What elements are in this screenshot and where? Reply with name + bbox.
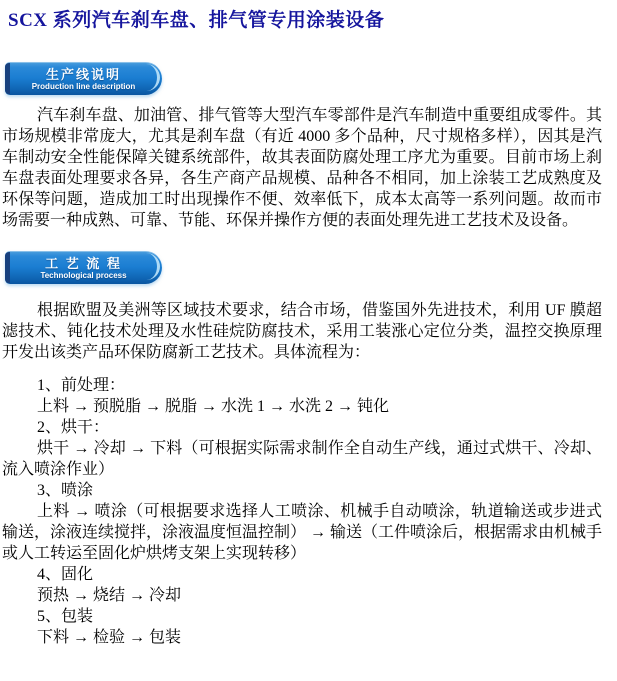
production-line-description-paragraph: 汽车刹车盘、加油管、排气管等大型汽车零部件是汽车制造中重要组成零件。其市场规模非常庞大，尤其是刹车盘（有近 4000 多个品种，尺寸规格多样），因其是汽车制动安全性能保障关键系统部件，故其表面防腐处理工序尤为重要。目前市场上刹车盘表面处理要求各异，各生产商产品规模、品种各不相同，加上涂装工艺成熟度及环保等问题，造成加工时出现操作不便、效率低下，成本太高等一系列问题。故而市场需要一种成熟、可靠、节能、环保并操作方便的表面处理先进工艺技术及设备。: [2, 107, 602, 229]
process-banner-en-label: Technological process: [40, 270, 127, 280]
process-step-flow-curing: 预热 → 烧结 → 冷却: [37, 587, 182, 604]
process-intro-paragraph: 根据欧盟及美洲等区域技术要求，结合市场，借鉴国外先进技术，利用 UF 膜超滤技术、钝化技术处理及水性硅烷防腐技术，采用工装涨心定位分类，温控交换原理开发出该类产品环保防腐新工艺技术。具体流程为：: [2, 302, 602, 361]
production-line-banner: [5, 62, 162, 95]
process-step-heading-curing: 4、固化: [37, 566, 94, 583]
process-step-flow-packaging: 下料 → 检验 → 包装: [37, 629, 182, 646]
process-banner-text: [5, 251, 162, 284]
process-step-flow-drying: 烘干 → 冷却 → 下料（可根据实际需求制作全自动生产线，通过式烘干、冷却、流入喷涂作业）: [2, 440, 602, 478]
process-step-flow-spraying: 上料 → 喷涂（可根据要求选择人工喷涂、机械手自动喷涂，轨道输送或步进式输送，涂液连续搅拌，涂液温度恒温控制） → 输送（工件喷涂后，根据需求由机械手或人工转运至固化炉烘烤支架上实现转移）: [2, 503, 603, 562]
process-step-heading-spraying: 3、喷涂: [37, 482, 94, 499]
process-banner: [5, 251, 162, 284]
process-step-heading-drying: 2、烘干：: [37, 419, 110, 436]
process-banner-cn-label: 工 艺 流 程: [45, 255, 122, 271]
process-step-heading-packaging: 5、包装: [37, 608, 94, 625]
process-step-heading-pretreatment: 1、前处理：: [37, 377, 126, 394]
document-page: [0, 5, 617, 681]
production-line-banner-text: [5, 62, 162, 95]
process-steps-list: [0, 375, 617, 648]
production-line-banner-cn-label: 生产线说明: [45, 66, 121, 82]
process-step-flow-pretreatment: 上料 → 预脱脂 → 脱脂 → 水洗 1 → 水洗 2 → 钝化: [37, 398, 390, 415]
page-title: SCX 系列汽车刹车盘、排气管专用涂装设备: [8, 10, 385, 31]
production-line-banner-en-label: Production line description: [31, 81, 136, 91]
